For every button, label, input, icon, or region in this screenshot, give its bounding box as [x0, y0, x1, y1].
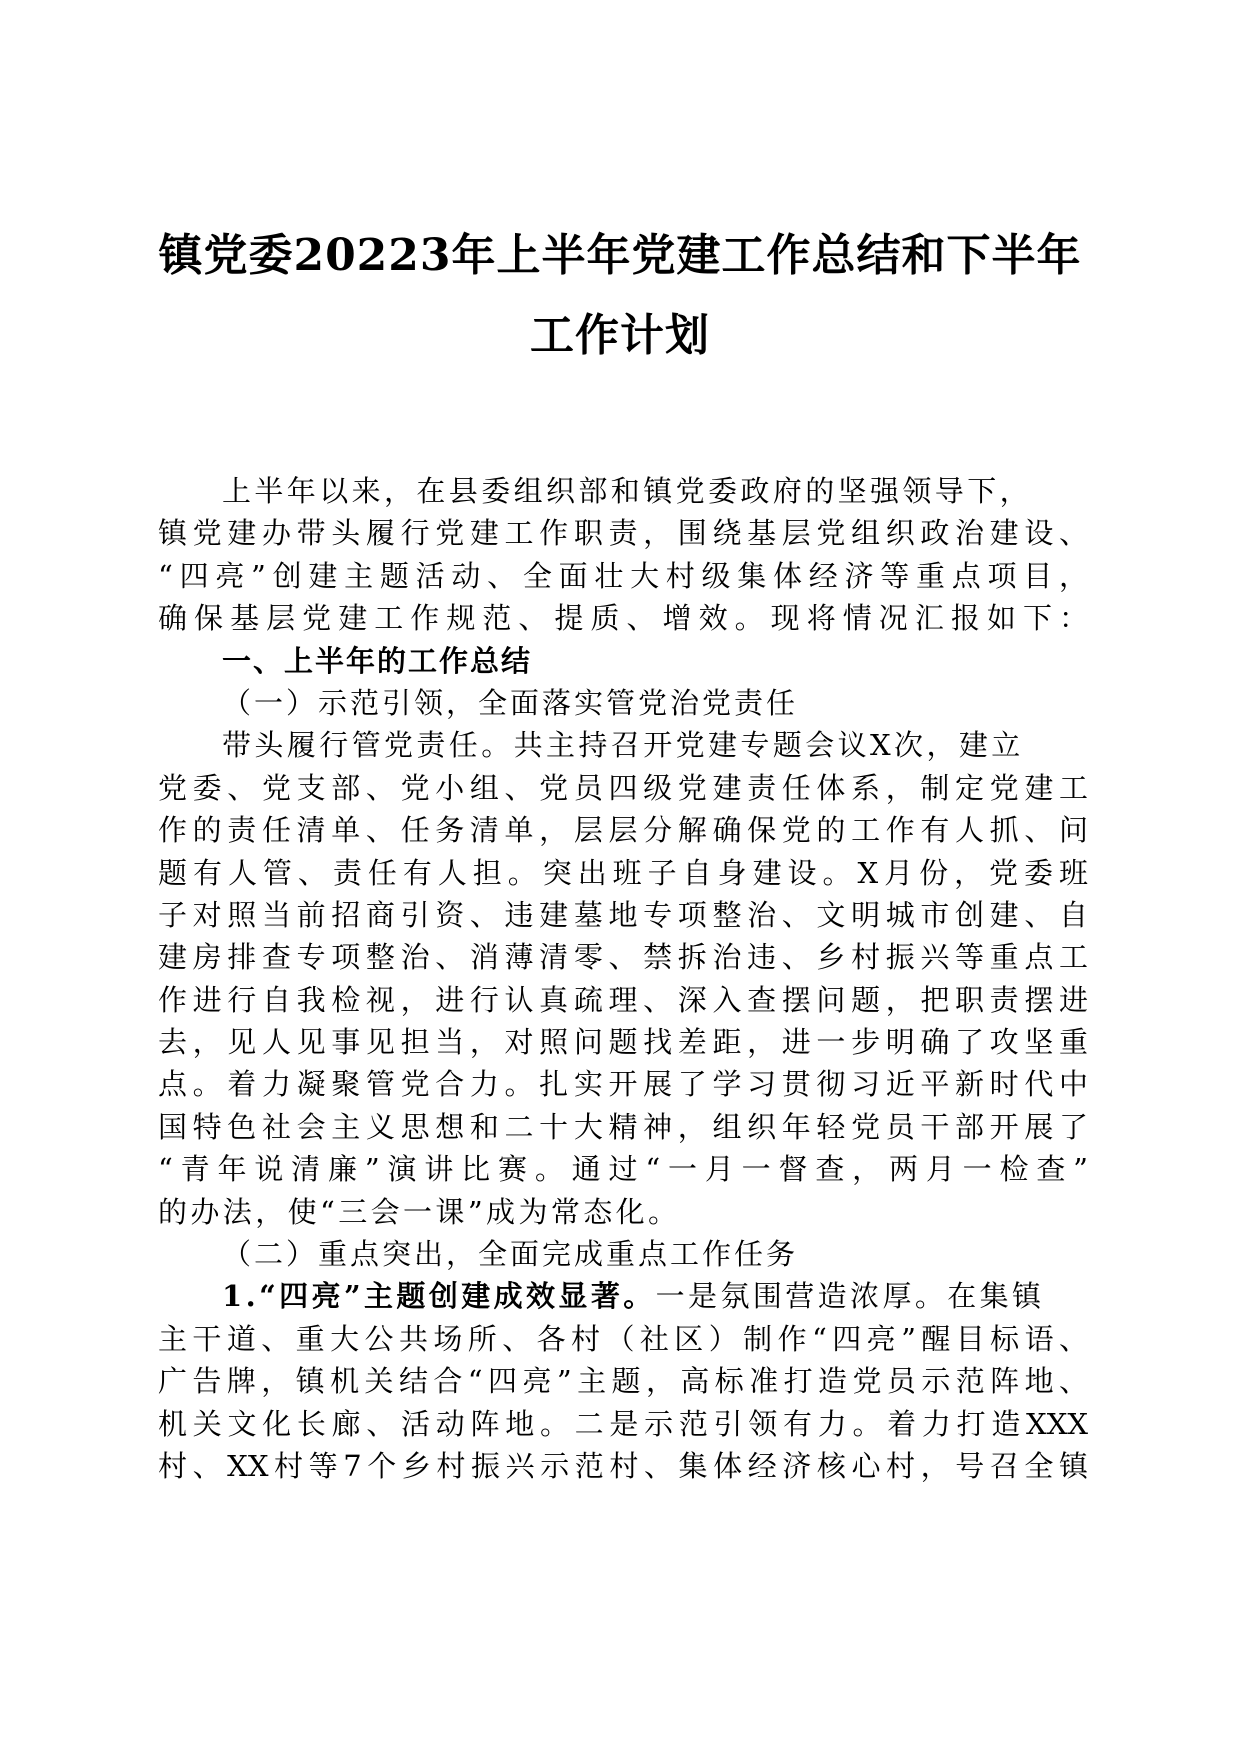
item-lead-rest: 一是氛围营造浓厚。在集镇 — [655, 1279, 1045, 1314]
paragraph-line: 党委、党支部、党小组、党员四级党建责任体系，制定党建工 — [158, 770, 1088, 805]
paragraph-line: 村、XX村等7个乡村振兴示范村、集体经济核心村，号召全镇 — [158, 1448, 1088, 1483]
paragraph-line: 点。着力凝聚管党合力。扎实开展了学习贯彻习近平新时代中 — [158, 1067, 1088, 1102]
document-body — [158, 470, 1088, 1487]
item-first-line — [158, 1275, 1088, 1317]
document-title-line-1: 镇党委20223年上半年党建工作总结和下半年 — [158, 230, 1082, 281]
paragraph-line: 机关文化长廊、活动阵地。二是示范引领有力。着力打造XXX — [158, 1406, 1088, 1441]
intro-line: 镇党建办带头履行党建工作职责，围绕基层党组织政治建设、 — [158, 516, 1088, 551]
intro-line: 上半年以来，在县委组织部和镇党委政府的坚强领导下， — [222, 474, 1033, 508]
paragraph-line: 的办法，使“三会一课”成为常态化。 — [158, 1194, 681, 1229]
subsection-heading: （二）重点突出，全面完成重点工作任务 — [222, 1237, 799, 1272]
intro-line: 确保基层党建工作规范、提质、增效。现将情况汇报如下： — [158, 601, 1088, 636]
intro-line: “四亮”创建主题活动、全面壮大村级集体经济等重点项目， — [158, 558, 1088, 593]
paragraph-line: 广告牌，镇机关结合“四亮”主题，高标准打造党员示范阵地、 — [158, 1364, 1088, 1399]
paragraph-line: 国特色社会主义思想和二十大精神，组织年轻党员干部开展了 — [158, 1109, 1088, 1144]
paragraph-line: 题有人管、责任有人担。突出班子自身建设。X月份，党委班 — [158, 855, 1088, 890]
paragraph-line: 主干道、重大公共场所、各村（社区）制作“四亮”醒目标语、 — [158, 1321, 1088, 1356]
paragraph-line: 建房排查专项整治、消薄清零、禁拆治违、乡村振兴等重点工 — [158, 940, 1088, 975]
document-title-line-2: 工作计划 — [530, 310, 710, 361]
paragraph-line: 作进行自我检视，进行认真疏理、深入查摆问题，把职责摆进 — [158, 982, 1088, 1017]
subsection-heading: （一）示范引领，全面落实管党治党责任 — [222, 685, 799, 720]
paragraph-line: “青年说清廉”演讲比赛。通过“一月一督查，两月一检查” — [158, 1152, 1088, 1187]
item-bold-lead: 1.“四亮”主题创建成效显著。 — [222, 1279, 656, 1314]
paragraph-line: 作的责任清单、任务清单，层层分解确保党的工作有人抓、问 — [158, 813, 1088, 848]
paragraph-line: 去，见人见事见担当，对照问题找差距，进一步明确了攻坚重 — [158, 1025, 1088, 1060]
section-heading: 一、上半年的工作总结 — [222, 643, 533, 678]
paragraph-line: 带头履行管党责任。共主持召开党建专题会议X次，建立 — [222, 728, 1024, 763]
paragraph-line: 子对照当前招商引资、违建墓地专项整治、文明城市创建、自 — [158, 897, 1088, 932]
